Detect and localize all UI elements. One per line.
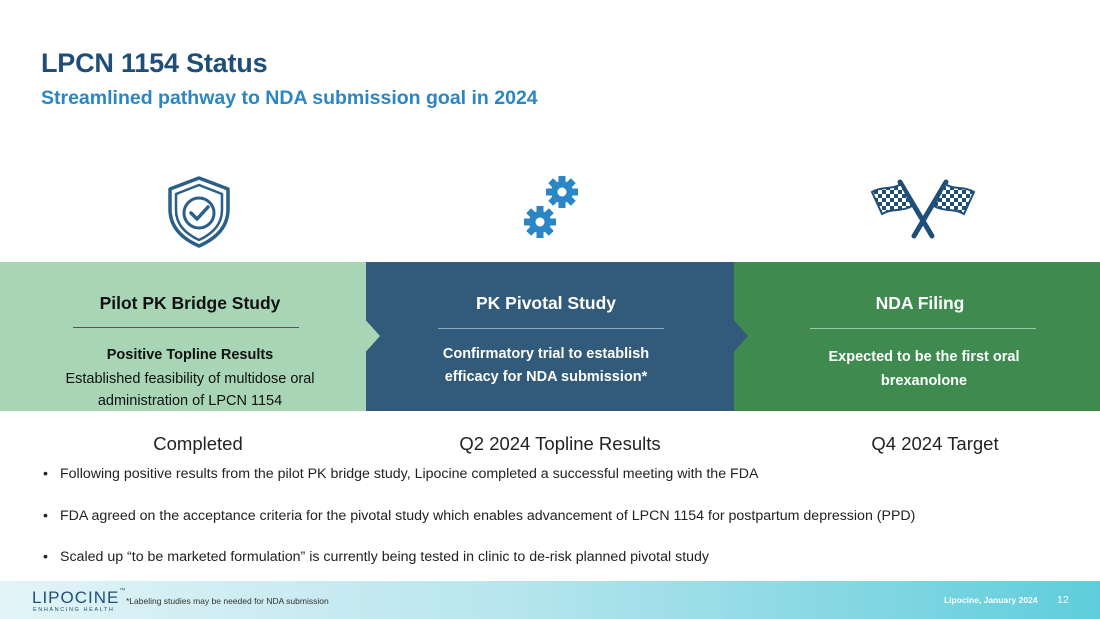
stage-status: Q4 2024 Target xyxy=(871,433,999,454)
page-number: 12 xyxy=(1057,594,1069,606)
chevron-arrow-2 xyxy=(730,262,752,411)
company-date: Lipocine, January 2024 xyxy=(944,595,1038,605)
bullet-item: • Scaled up “to be marketed formulation” is currently being tested in clinic to de-risk planned pivotal study xyxy=(40,549,1070,569)
bullet-item: • FDA agreed on the acceptance criteria for the pivotal study which enables advancement of LPCN 1154 for postpartum depression (PPD) xyxy=(40,508,1070,528)
stage-status: Completed xyxy=(153,433,243,454)
stage-body-line: Expected to be the first oral xyxy=(828,349,1020,365)
footnote: *Labeling studies may be needed for NDA submission xyxy=(126,596,329,606)
checkered-flags-icon xyxy=(870,178,976,240)
stage-title: Pilot PK Bridge Study xyxy=(99,293,281,313)
bullet-item: • Following positive results from the pilot PK bridge study, Lipocine completed a successful meeting with the FDA xyxy=(40,466,1070,486)
logo-wordmark: LIPOCINE xyxy=(32,588,120,607)
stage-divider xyxy=(438,328,664,329)
stage-body-line: administration of LPCN 1154 xyxy=(97,393,283,409)
shield-check-icon xyxy=(162,176,236,248)
stage-divider xyxy=(73,327,299,328)
company-logo xyxy=(32,588,126,608)
bullet-list xyxy=(40,466,1070,591)
stage-body-line: brexanolone xyxy=(880,373,968,389)
stage-title: NDA Filing xyxy=(875,293,965,313)
page-title: LPCN 1154 Status xyxy=(41,48,268,78)
stage-title: PK Pivotal Study xyxy=(475,293,617,313)
stage-body-line: Confirmatory trial to establish xyxy=(442,346,650,362)
logo-trademark: ™ xyxy=(119,588,127,594)
stage-divider xyxy=(810,328,1036,329)
stage-status: Q2 2024 Topline Results xyxy=(459,433,661,454)
logo-tagline: ENHANCING HEALTH xyxy=(33,607,115,613)
stage-body-heading: Positive Topline Results xyxy=(106,347,274,363)
gears-icon xyxy=(522,174,582,244)
page-subtitle: Streamlined pathway to NDA submission goal in 2024 xyxy=(41,87,538,109)
stage-body-line: efficacy for NDA submission* xyxy=(444,369,648,385)
stage-body-line: Established feasibility of multidose oral xyxy=(65,371,315,387)
